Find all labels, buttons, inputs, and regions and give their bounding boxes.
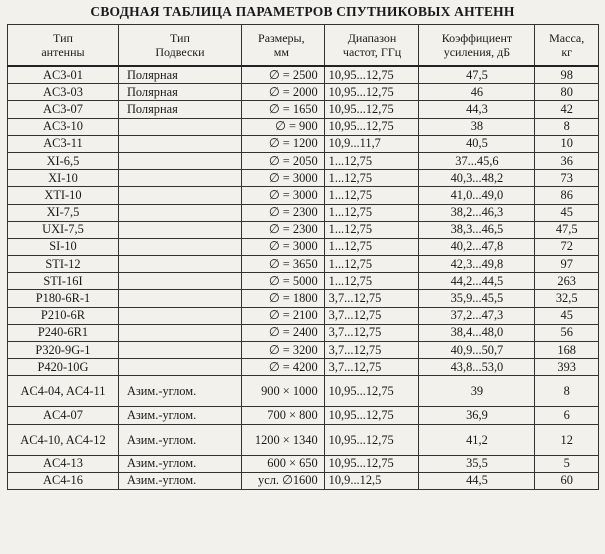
table-row xyxy=(8,101,599,118)
table-row xyxy=(8,342,599,359)
cell-mass: 42 xyxy=(535,101,599,118)
cell-gain: 46 xyxy=(419,84,535,101)
table-row xyxy=(8,376,599,407)
cell-mount-type xyxy=(118,256,241,273)
cell-antenna-type: UXI-7,5 xyxy=(8,221,119,238)
cell-mount-type xyxy=(118,273,241,290)
cell-gain: 44,3 xyxy=(419,101,535,118)
cell-size: ∅ = 2100 xyxy=(241,307,324,324)
table-row xyxy=(8,204,599,221)
cell-frequency: 10,95...12,75 xyxy=(324,118,419,135)
cell-mount-type xyxy=(118,152,241,169)
cell-frequency: 3,7...12,75 xyxy=(324,359,419,376)
table-row xyxy=(8,221,599,238)
cell-gain: 38 xyxy=(419,118,535,135)
cell-mount-type: Азим.-углом. xyxy=(118,472,241,489)
cell-frequency: 1...12,75 xyxy=(324,204,419,221)
cell-frequency: 10,9...12,5 xyxy=(324,472,419,489)
cell-antenna-type: P180-6R-1 xyxy=(8,290,119,307)
cell-gain: 39 xyxy=(419,376,535,407)
cell-mass: 72 xyxy=(535,238,599,255)
cell-frequency: 10,95...12,75 xyxy=(324,66,419,84)
cell-frequency: 1...12,75 xyxy=(324,152,419,169)
cell-antenna-type: P240-6R1 xyxy=(8,324,119,341)
header-gain: Коэффициент усиления, дБ xyxy=(419,25,535,67)
table-row xyxy=(8,472,599,489)
cell-size: ∅ = 3000 xyxy=(241,238,324,255)
cell-mount-type xyxy=(118,204,241,221)
cell-frequency: 1...12,75 xyxy=(324,238,419,255)
table-row xyxy=(8,135,599,152)
antenna-parameters-table xyxy=(7,24,599,490)
cell-mount-type xyxy=(118,290,241,307)
cell-antenna-type: AC3-11 xyxy=(8,135,119,152)
cell-size: ∅ = 2300 xyxy=(241,221,324,238)
cell-antenna-type: P320-9G-1 xyxy=(8,342,119,359)
cell-gain: 35,9...45,5 xyxy=(419,290,535,307)
cell-size: усл. ∅1600 xyxy=(241,472,324,489)
cell-size: ∅ = 1800 xyxy=(241,290,324,307)
cell-size: 600 × 650 xyxy=(241,455,324,472)
table-row xyxy=(8,84,599,101)
cell-size: 900 × 1000 xyxy=(241,376,324,407)
cell-mass: 8 xyxy=(535,118,599,135)
cell-mass: 80 xyxy=(535,84,599,101)
cell-gain: 40,9...50,7 xyxy=(419,342,535,359)
cell-size: ∅ = 3200 xyxy=(241,342,324,359)
table-row xyxy=(8,324,599,341)
cell-mass: 47,5 xyxy=(535,221,599,238)
cell-frequency: 1...12,75 xyxy=(324,187,419,204)
cell-mount-type xyxy=(118,118,241,135)
cell-mass: 98 xyxy=(535,66,599,84)
header-frequency: Диапазон частот, ГГц xyxy=(324,25,419,67)
cell-gain: 38,3...46,5 xyxy=(419,221,535,238)
cell-mass: 45 xyxy=(535,307,599,324)
cell-antenna-type: XI-10 xyxy=(8,170,119,187)
cell-mass: 36 xyxy=(535,152,599,169)
cell-mass: 32,5 xyxy=(535,290,599,307)
cell-mass: 168 xyxy=(535,342,599,359)
cell-antenna-type: XTI-10 xyxy=(8,187,119,204)
cell-mass: 10 xyxy=(535,135,599,152)
cell-gain: 37...45,6 xyxy=(419,152,535,169)
header-mass: Масса, кг xyxy=(535,25,599,67)
header-antenna-type: Тип антенны xyxy=(8,25,119,67)
cell-antenna-type: AC4-07 xyxy=(8,407,119,424)
cell-mass: 263 xyxy=(535,273,599,290)
cell-frequency: 3,7...12,75 xyxy=(324,307,419,324)
cell-gain: 42,3...49,8 xyxy=(419,256,535,273)
cell-mount-type xyxy=(118,359,241,376)
cell-frequency: 3,7...12,75 xyxy=(324,324,419,341)
cell-antenna-type: XI-7,5 xyxy=(8,204,119,221)
cell-gain: 43,8...53,0 xyxy=(419,359,535,376)
cell-antenna-type: AC3-07 xyxy=(8,101,119,118)
cell-mount-type xyxy=(118,170,241,187)
cell-antenna-type: AC4-16 xyxy=(8,472,119,489)
cell-antenna-type: P210-6R xyxy=(8,307,119,324)
header-row xyxy=(8,25,599,67)
cell-gain: 35,5 xyxy=(419,455,535,472)
cell-mass: 97 xyxy=(535,256,599,273)
cell-mass: 56 xyxy=(535,324,599,341)
cell-size: ∅ = 3000 xyxy=(241,170,324,187)
cell-size: ∅ = 4200 xyxy=(241,359,324,376)
cell-frequency: 1...12,75 xyxy=(324,273,419,290)
cell-gain: 44,5 xyxy=(419,472,535,489)
table-row xyxy=(8,273,599,290)
table-row xyxy=(8,170,599,187)
table-row xyxy=(8,66,599,84)
cell-frequency: 1...12,75 xyxy=(324,221,419,238)
cell-antenna-type: SI-10 xyxy=(8,238,119,255)
cell-antenna-type: AC3-01 xyxy=(8,66,119,84)
table-row xyxy=(8,359,599,376)
cell-frequency: 1...12,75 xyxy=(324,256,419,273)
cell-gain: 36,9 xyxy=(419,407,535,424)
cell-frequency: 3,7...12,75 xyxy=(324,342,419,359)
cell-frequency: 10,95...12,75 xyxy=(324,407,419,424)
table-row xyxy=(8,307,599,324)
cell-mass: 393 xyxy=(535,359,599,376)
cell-gain: 37,2...47,3 xyxy=(419,307,535,324)
cell-gain: 40,3...48,2 xyxy=(419,170,535,187)
table-row xyxy=(8,424,599,455)
header-mount-type: Тип Подвески xyxy=(118,25,241,67)
cell-mount-type xyxy=(118,135,241,152)
cell-size: ∅ = 900 xyxy=(241,118,324,135)
cell-size: ∅ = 1650 xyxy=(241,101,324,118)
table-title: СВОДНАЯ ТАБЛИЦА ПАРАМЕТРОВ СПУТНИКОВЫХ АНТЕНН xyxy=(90,4,515,19)
cell-mass: 45 xyxy=(535,204,599,221)
cell-gain: 44,2...44,5 xyxy=(419,273,535,290)
cell-size: ∅ = 2500 xyxy=(241,66,324,84)
cell-gain: 38,4...48,0 xyxy=(419,324,535,341)
cell-antenna-type: AC4-04, AC4-11 xyxy=(8,376,119,407)
cell-gain: 41,2 xyxy=(419,424,535,455)
cell-mass: 8 xyxy=(535,376,599,407)
cell-gain: 40,2...47,8 xyxy=(419,238,535,255)
cell-antenna-type: AC3-10 xyxy=(8,118,119,135)
cell-mount-type xyxy=(118,307,241,324)
cell-mount-type: Полярная xyxy=(118,84,241,101)
cell-gain: 40,5 xyxy=(419,135,535,152)
cell-antenna-type: AC4-13 xyxy=(8,455,119,472)
cell-frequency: 10,95...12,75 xyxy=(324,101,419,118)
cell-mount-type xyxy=(118,221,241,238)
header-size: Размеры, мм xyxy=(241,25,324,67)
cell-antenna-type: STI-12 xyxy=(8,256,119,273)
cell-size: ∅ = 5000 xyxy=(241,273,324,290)
cell-size: 700 × 800 xyxy=(241,407,324,424)
cell-frequency: 10,9...11,7 xyxy=(324,135,419,152)
cell-frequency: 3,7...12,75 xyxy=(324,290,419,307)
cell-size: 1200 × 1340 xyxy=(241,424,324,455)
cell-size: ∅ = 3650 xyxy=(241,256,324,273)
table-row xyxy=(8,238,599,255)
cell-size: ∅ = 3000 xyxy=(241,187,324,204)
cell-frequency: 10,95...12,75 xyxy=(324,455,419,472)
cell-size: ∅ = 1200 xyxy=(241,135,324,152)
cell-size: ∅ = 2000 xyxy=(241,84,324,101)
cell-mount-type: Азим.-углом. xyxy=(118,455,241,472)
table-row xyxy=(8,152,599,169)
cell-mount-type xyxy=(118,342,241,359)
table-row xyxy=(8,187,599,204)
cell-mass: 12 xyxy=(535,424,599,455)
cell-antenna-type: AC4-10, AC4-12 xyxy=(8,424,119,455)
cell-mount-type: Азим.-углом. xyxy=(118,407,241,424)
table-row xyxy=(8,256,599,273)
cell-antenna-type: STI-16I xyxy=(8,273,119,290)
cell-frequency: 10,95...12,75 xyxy=(324,84,419,101)
cell-mass: 60 xyxy=(535,472,599,489)
table-row xyxy=(8,407,599,424)
cell-size: ∅ = 2050 xyxy=(241,152,324,169)
cell-gain: 38,2...46,3 xyxy=(419,204,535,221)
cell-mount-type xyxy=(118,187,241,204)
cell-mass: 6 xyxy=(535,407,599,424)
cell-mount-type: Азим.-углом. xyxy=(118,376,241,407)
cell-antenna-type: XI-6,5 xyxy=(8,152,119,169)
cell-size: ∅ = 2400 xyxy=(241,324,324,341)
cell-mount-type: Полярная xyxy=(118,66,241,84)
cell-mount-type: Азим.-углом. xyxy=(118,424,241,455)
cell-mount-type: Полярная xyxy=(118,101,241,118)
cell-frequency: 10,95...12,75 xyxy=(324,424,419,455)
table-row xyxy=(8,455,599,472)
cell-frequency: 1...12,75 xyxy=(324,170,419,187)
cell-antenna-type: AC3-03 xyxy=(8,84,119,101)
cell-gain: 41,0...49,0 xyxy=(419,187,535,204)
cell-antenna-type: P420-10G xyxy=(8,359,119,376)
cell-mass: 86 xyxy=(535,187,599,204)
cell-mount-type xyxy=(118,238,241,255)
cell-mass: 5 xyxy=(535,455,599,472)
cell-gain: 47,5 xyxy=(419,66,535,84)
table-row xyxy=(8,290,599,307)
table-row xyxy=(8,118,599,135)
cell-size: ∅ = 2300 xyxy=(241,204,324,221)
cell-frequency: 10,95...12,75 xyxy=(324,376,419,407)
cell-mass: 73 xyxy=(535,170,599,187)
cell-mount-type xyxy=(118,324,241,341)
